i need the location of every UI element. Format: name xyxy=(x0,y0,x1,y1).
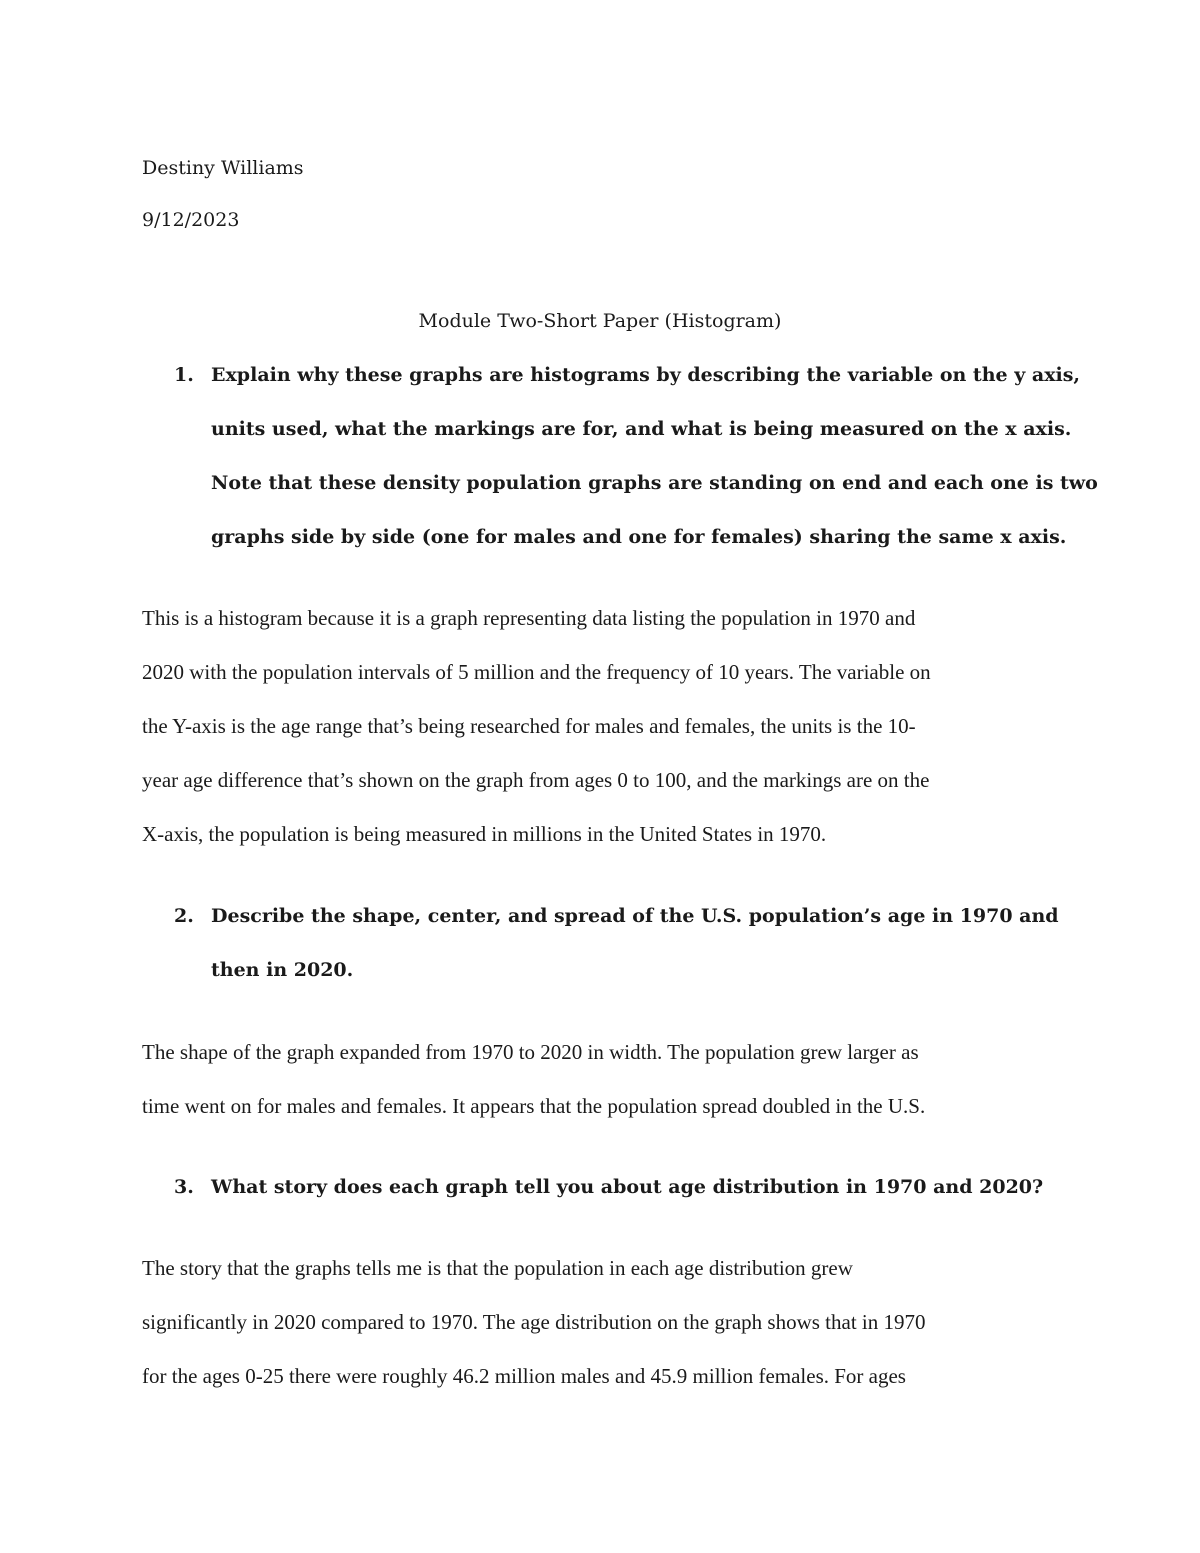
question-3-line: What story does each graph tell you about age distribution in 1970 and 2020? xyxy=(211,1176,1044,1198)
answer-3-line: The story that the graphs tells me is that the population in each age distribution grew xyxy=(142,1256,853,1280)
answer-1-line: X-axis, the population is being measured in millions in the United States in 1970. xyxy=(142,822,827,846)
question-2-line: then in 2020. xyxy=(211,959,354,981)
answer-2-line: time went on for males and females. It appears that the population spread doubled in the U.S. xyxy=(142,1094,926,1118)
answer-1-line: year age difference that’s shown on the graph from ages 0 to 100, and the markings are on the xyxy=(142,768,930,792)
author-name: Destiny Williams xyxy=(142,157,304,179)
question-1-line: Explain why these graphs are histograms by describing the variable on the y axis, xyxy=(211,364,1081,386)
question-2-line: Describe the shape, center, and spread of the U.S. population’s age in 1970 and xyxy=(211,905,1059,927)
question-1-line: units used, what the markings are for, and what is being measured on the x axis. xyxy=(211,418,1072,440)
question-2-number: 2. xyxy=(174,905,194,927)
question-1-number: 1. xyxy=(174,364,194,386)
answer-3-line: for the ages 0-25 there were roughly 46.2 million males and 45.9 million females. For ages xyxy=(142,1364,906,1388)
answer-1-line: 2020 with the population intervals of 5 million and the frequency of 10 years. The variable on xyxy=(142,660,931,684)
answer-1-line: the Y-axis is the age range that’s being researched for males and females, the units is the 10- xyxy=(142,714,916,738)
question-1-line: Note that these density population graphs are standing on end and each one is two xyxy=(211,472,1098,494)
answer-3-line: significantly in 2020 compared to 1970. The age distribution on the graph shows that in 1970 xyxy=(142,1310,926,1334)
question-3-number: 3. xyxy=(174,1176,194,1198)
document-date: 9/12/2023 xyxy=(142,209,240,231)
page-title: Module Two-Short Paper (Histogram) xyxy=(418,310,782,332)
question-1-line: graphs side by side (one for males and one for females) sharing the same x axis. xyxy=(211,526,1067,548)
answer-1-line: This is a histogram because it is a graph representing data listing the population in 1970 and xyxy=(142,606,916,630)
answer-2-line: The shape of the graph expanded from 1970 to 2020 in width. The population grew larger as xyxy=(142,1040,919,1064)
